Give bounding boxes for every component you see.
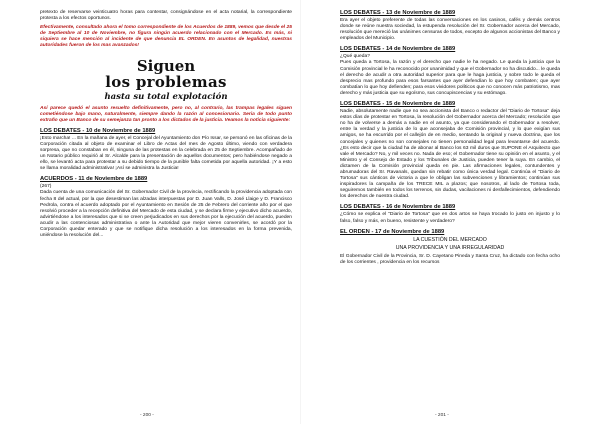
- page-number: - 201 -: [435, 413, 449, 418]
- article-paragraph: Nadie, absolutamente nadie que no sea accionista del Banco o redactor del "Diario de Tortosa" deja estos días de protestar en Tortosa, la resolución del Gobernador acerca del Mercado; resolución que no ha de volverse a demás a nadie en el asunto, ya que considerando el Gobernador a resolver, entre la verdad y la justicia de lo que aconsejaba de Comisión provincial, y lo que exigían sus amigos, se ha escurrido por el callejón de en medio, sentando la original y nueva doctrina, que los concejales y quienes no son consejales no tienen personalidad legal para levantarse del acuerdo. ¿Es esto decir que la ciudad ha de abonar al Banco los 63 mil duros que SUPONE el Arquitecto que vale el Mercado? No, y mil veces no. Nada de eso; el Gobernador tiene su opinión en el asunto, y el Ministro y el Consejo de Estado y los Tribunales de Justicia, pueden tener la suya. En cambio, el dictamen de la Comisión provincial queda en pie. Las afirmaciones legales, contundentes y abrumadoras del Sr. Ravanals, quedan sin rebatir como única verdad legal. Continúa el "Diario de Tortosa" sus cánticos de victoria a que le obligan las subvenciones y libramientos; continúan sus inspiradores la campaña de los TRECE MIL a plazos; que nosotros, al lado de Tortosa toda, seguiremos también en todos los terrenos, sin dudas, vacilaciones ni desfallecimientos, defendiendo los derechos de nuestra ciudad.: [340, 109, 560, 200]
- article-heading: LOS DEBATES - 15 de Noviembre de 1889: [340, 101, 456, 108]
- article-heading: ACUERDOS - 11 de Noviembre de 1889: [40, 176, 148, 183]
- article-paragraph: ¡Esto marcha! ... En la mañana de ayer, el Concejal del Ayuntamiento don Pío Issar, se personó en las oficinas de la Corporación citada al objeto de examinar el Libro de Actas del mes de Agosto último, viendo con verdadera sorpresa, que no constaban en él, ninguna de las protestas en la celebrada en 25 de Septiembre. Acompañado de un Notario público requirió al Sr. Alcalde para la presentación de aquellos documentos; pero habiéndose negado a ello, se levantó acta para protestar a su debido tiempo de la punible falta cometida por aquella autoridad. ¡Y a esto se llama moralidad administrativa! ¡Así se administra la Justicia!: [40, 135, 292, 172]
- article-paragraph: Dada cuenta de una comunicación del Sr. Gobernador Civil de la provincia, rectificando la providencia adoptada con fecha 8 del actual, por la que desestiman las alzadas interpuestas por D. Juan Valls, D. José Llaige y D. Francisco Pedrola, contra el acuerdo adoptado por el Ayuntamiento en Sesión de 25 de Febrero del corriente año por el que resolvió proceder a la recepción definitiva del Mercado de esta ciudad, y se declara firme y ejecutivo dicho acuerdo, advirtiéndose a los interesados que si se creen perjudicados en sus derechos por la ejecución del acuerdo, pueden acudir a las contenciosas administrativa o ante la Autoridad que mejor vieren convenirles, se acordó por la Corporación quedar enterado y que se notifique dicha resolución a los interesados en la forma prevenida, uniéndose la resolución del...: [40, 190, 292, 239]
- editorial-note-2: Así parece quedó el asunto resuelto definitivamente, pero no, al contrario, las trampas legales siguen cometiéndose bajo mano, naturalmente, siempre dando la razón al concesionario. Seria de todo punto extraño que un Banco de su semejanza tan pronto a los dictados de la justicia. Veamos la noticia siguiente:: [40, 105, 292, 123]
- section-subtitle: hasta su total explotación: [104, 91, 228, 102]
- article-heading: LOS DEBATES - 16 de Noviembre de 1889: [340, 204, 456, 211]
- article-question: ¿Qué queda?: [340, 54, 370, 60]
- article-heading: EL ORDEN - 17 de Noviembre de 1889: [340, 228, 445, 235]
- article-heading: LOS DEBATES - 14 de Noviembre de 1889: [340, 46, 456, 53]
- article-heading: LOS DEBATES - 10 de Noviembre de 1889: [40, 127, 156, 134]
- article-heading: LOS DEBATES - 13 de Noviembre de 1889: [340, 10, 456, 16]
- article-paragraph: ¿Cómo se explica el "Diario de Tortosa" que en dos artos se haya trocado lo justo en injusto y lo falso, falso y más, en bueno, resistente y verdadero?: [340, 212, 560, 224]
- page-number: - 200 -: [140, 413, 154, 418]
- intro-paragraph: pretexto de reservarse veinticuatro horas para contestar, consignándose en el acta notarial, la correspondiente protesta a los efectos oportunos.: [40, 10, 292, 22]
- editorial-note: Efectivamente, consultado ahora el tomo correspondiente de los Acuerdos de 1889, vemos que desde el 25 de Septiembre al 10 de Noviembre, no figura ningún acuerdo relacionado con el Mercado. Es más, ni siquiera se hace mención al incidente de que denuncia EL ORDEN. En asuntos de legalidad, nuestras autoridades fueron de los mas avanzados!: [40, 25, 292, 49]
- article-paragraph: Era ayer el objeto preferente de todas las conversaciones en los casinos, cafés y demás centros donde se reúne nuestra sociedad, la estupenda resolución del Sr. Gobernador acerca del Mercado, resolución que mereció las unánimes censuras de todos, excepto de algunos accionistas del Banco y empleados del Municipio.: [340, 18, 560, 42]
- reference-number: (267): [40, 184, 52, 190]
- article-caption: UNA PROVIDENCIA Y UNA IRREGULARIDAD: [395, 244, 505, 251]
- article-caption: LA CUESTIÓN DEL MERCADO: [413, 236, 487, 243]
- article-paragraph: El Gobernador Civil de la Provincia, Sr. D. Cayetano Pineda y Santa Cruz, ha dictado con fecha ocho de los corrientes , providencia en los recursos: [340, 254, 560, 266]
- right-page: [300, 0, 600, 424]
- article-paragraph: Pues queda a Tortosa, la razón y el derecho que nadie le ha negado. Le queda la justicia que la Comisión provincial le ha reconocido por unanimidad y que el Gobernador no ha discutido... le queda el derecho de acudir a otra autoridad superior para que le haga justicia, y sobre todo le queda el desprecio mas profundo para esos farsantes que ayer defendían lo que hoy combaten; que ayer combatían lo que hoy defienden; para esos vividores políticos que no conocen más patriotismo, mas derecho y más justicia que su egoísmo, sus concupiscencias y su estómago.: [340, 60, 560, 96]
- section-title: [40, 58, 292, 102]
- section-title-line1: Siguen: [136, 56, 196, 75]
- section-title-line2: los problemas: [105, 72, 227, 91]
